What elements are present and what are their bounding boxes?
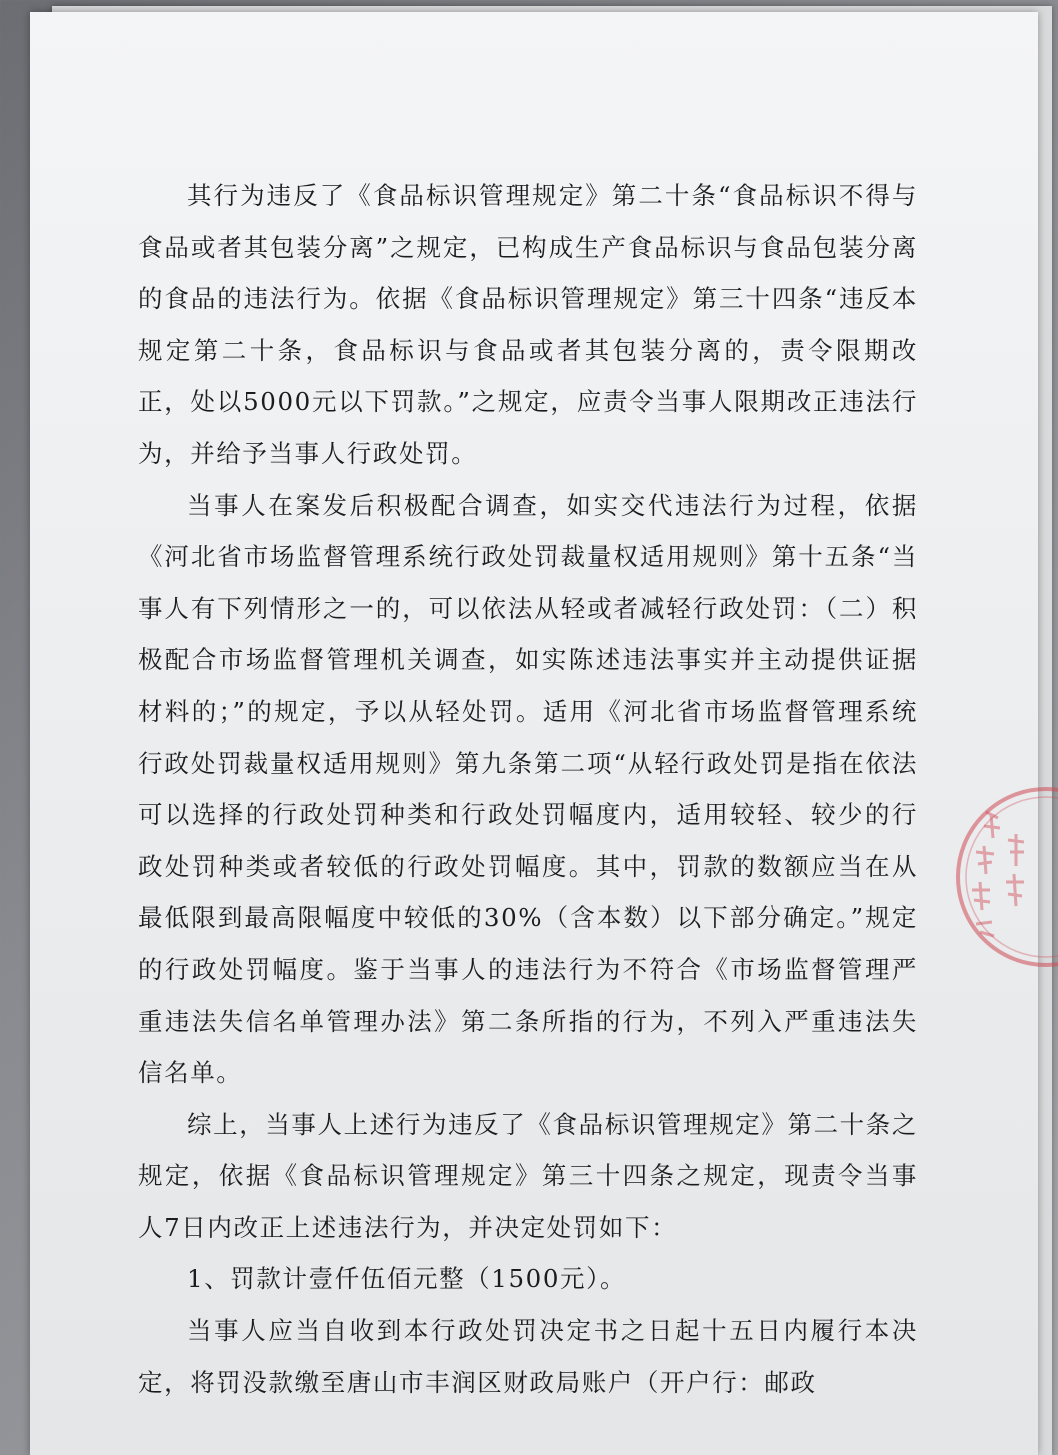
- paragraph-violation: 其行为违反了《食品标识管理规定》第二十条“食品标识不得与食品或者其包装分离”之规定，已构成生产食品标识与食品包装分离的食品的违法行为。依据《食品标识管理规定》第三十四条“违反本规定第二十条，食品标识与食品或者其包装分离的，责令限期改正，处以5000元以下罚款。”之规定，应责令当事人限期改正违法行为，并给予当事人行政处罚。: [138, 181, 918, 468]
- seal-outer-ring: [958, 789, 1058, 965]
- document-body: [138, 170, 918, 1408]
- document-page: [30, 12, 1038, 1455]
- paragraph-payment: 当事人应当自收到本行政处罚决定书之日起十五日内履行本决定，将罚没款缴至唐山市丰润区财政局账户（开户行：邮政: [138, 1316, 918, 1397]
- paragraph-lenient-penalty: 当事人在案发后积极配合调查，如实交代违法行为过程，依据《河北省市场监督管理系统行政处罚裁量权适用规则》第十五条“当事人有下列情形之一的，可以依法从轻或者减轻行政处罚：（二）积极配合市场监督管理机关调查，如实陈述违法事实并主动提供证据材料的；”的规定，予以从轻处罚。适用《河北省市场监督管理系统行政处罚裁量权适用规则》第九条第二项“从轻行政处罚是指在依法可以选择的行政处罚种类和行政处罚幅度内，适用较轻、较少的行政处罚种类或者较低的行政处罚幅度。其中，罚款的数额应当在从最低限到最高限幅度中较低的30%（含本数）以下部分确定。”规定的行政处罚幅度。鉴于当事人的违法行为不符合《市场监督管理严重违法失信名单管理办法》第二条所指的行为，不列入严重违法失信名单。: [138, 490, 918, 1088]
- seal-mark-strokes: [972, 812, 1024, 936]
- paragraph-conclusion: 综上，当事人上述行为违反了《食品标识管理规定》第二十条之规定，依据《食品标识管理规定》第三十四条之规定，现责令当事人7日内改正上述违法行为，并决定处罚如下：: [138, 1109, 918, 1242]
- paragraph-fine-item: 1、罚款计壹仟伍佰元整（1500元）。: [187, 1264, 627, 1294]
- official-seal-icon: [946, 782, 1058, 972]
